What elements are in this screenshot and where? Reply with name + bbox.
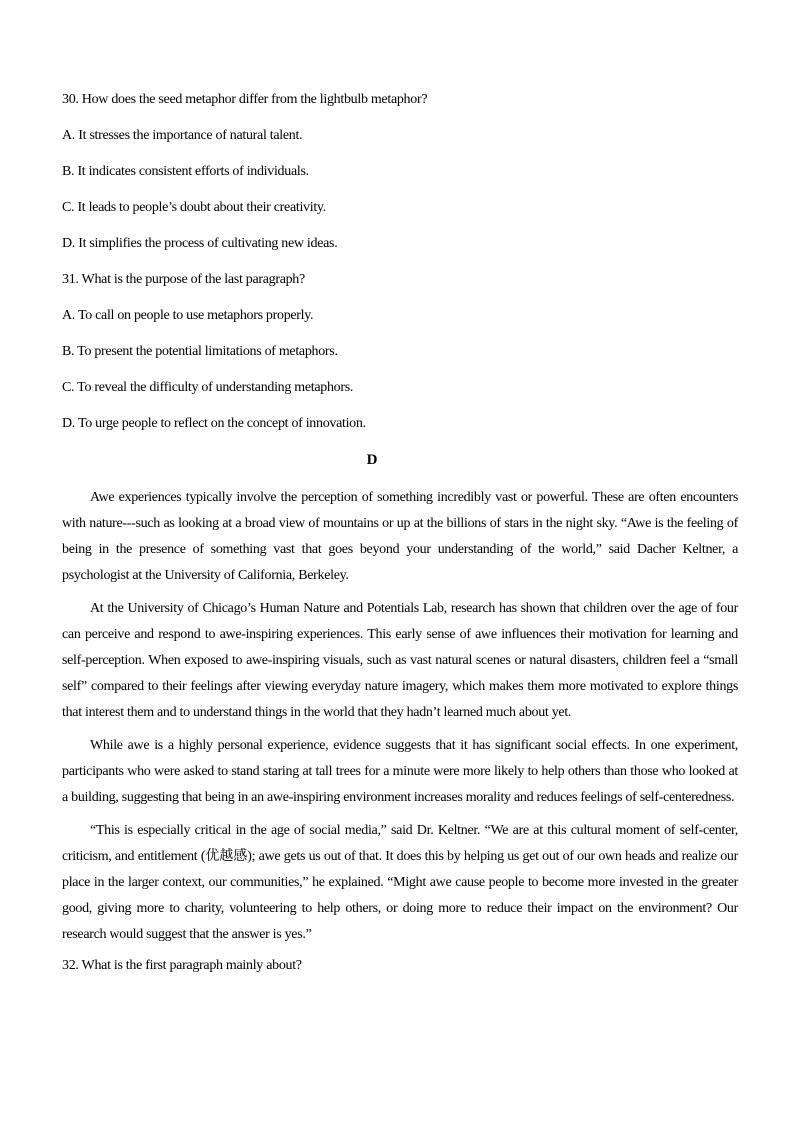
question-31-option-d: D. To urge people to reflect on the concept of innovation. bbox=[62, 416, 366, 431]
passage-d-heading: D bbox=[366, 452, 378, 468]
passage-d-body bbox=[62, 485, 738, 948]
question-30-option-a: A. It stresses the importance of natural talent. bbox=[62, 128, 303, 143]
question-30-option-b: B. It indicates consistent efforts of individuals. bbox=[62, 164, 309, 179]
question-31-option-c: C. To reveal the difficulty of understanding metaphors. bbox=[62, 380, 354, 395]
passage-paragraph-4: “This is especially critical in the age of social media,” said Dr. Keltner. “We are at this cultural moment of self-center, criticism, and entitlement (优越感); awe gets us out of that. It does this by helping us get out of our own heads and realize our place in the larger context, our communities,” he explained. “Might awe cause people to become more invested in the greater good, giving more to charity, volunteering to help others, or doing more to reduce their impact on the environment? Our research would suggest that the answer is yes.” bbox=[62, 823, 738, 942]
passage-paragraph-1: Awe experiences typically involve the perception of something incredibly vast or powerful. These are often encounters with nature---such as looking at a broad view of mountains or up at the billions of stars in the night sky. “Awe is the feeling of being in the presence of something vast that goes beyond your understanding of the world,” said Dacher Keltner, a psychologist at the University of California, Berkeley. bbox=[62, 490, 738, 583]
question-31-option-b: B. To present the potential limitations of metaphors. bbox=[62, 344, 338, 359]
passage-paragraph-2: At the University of Chicago’s Human Nature and Potentials Lab, research has shown that children over the age of four can perceive and respond to awe-inspiring experiences. This early sense of awe influences their motivation for learning and self-perception. When exposed to awe-inspiring visuals, such as vast natural scenes or natural disasters, children feel a “small self” compared to their feelings after viewing everyday nature imagery, which makes them more motivated to explore things that interest them and to understand things in the world that they hadn’t learned much about yet. bbox=[62, 601, 738, 720]
question-30-block bbox=[62, 82, 738, 262]
question-31-text: 31. What is the purpose of the last paragraph? bbox=[62, 272, 305, 287]
passage-paragraph-3: While awe is a highly personal experience, evidence suggests that it has significant social effects. In one experiment, participants who were asked to stand staring at tall trees for a minute were more likely to help others than those who looked at a building, suggesting that being in an awe-inspiring environment increases morality and reduces feelings of self-centeredness. bbox=[62, 738, 738, 805]
question-30-text: 30. How does the seed metaphor differ from the lightbulb metaphor? bbox=[62, 92, 428, 107]
question-30-option-d: D. It simplifies the process of cultivating new ideas. bbox=[62, 236, 338, 251]
question-31-block bbox=[62, 262, 738, 442]
question-32-text: 32. What is the first paragraph mainly about? bbox=[62, 958, 302, 973]
question-30-option-c: C. It leads to people’s doubt about their creativity. bbox=[62, 200, 326, 215]
question-31-option-a: A. To call on people to use metaphors properly. bbox=[62, 308, 314, 323]
